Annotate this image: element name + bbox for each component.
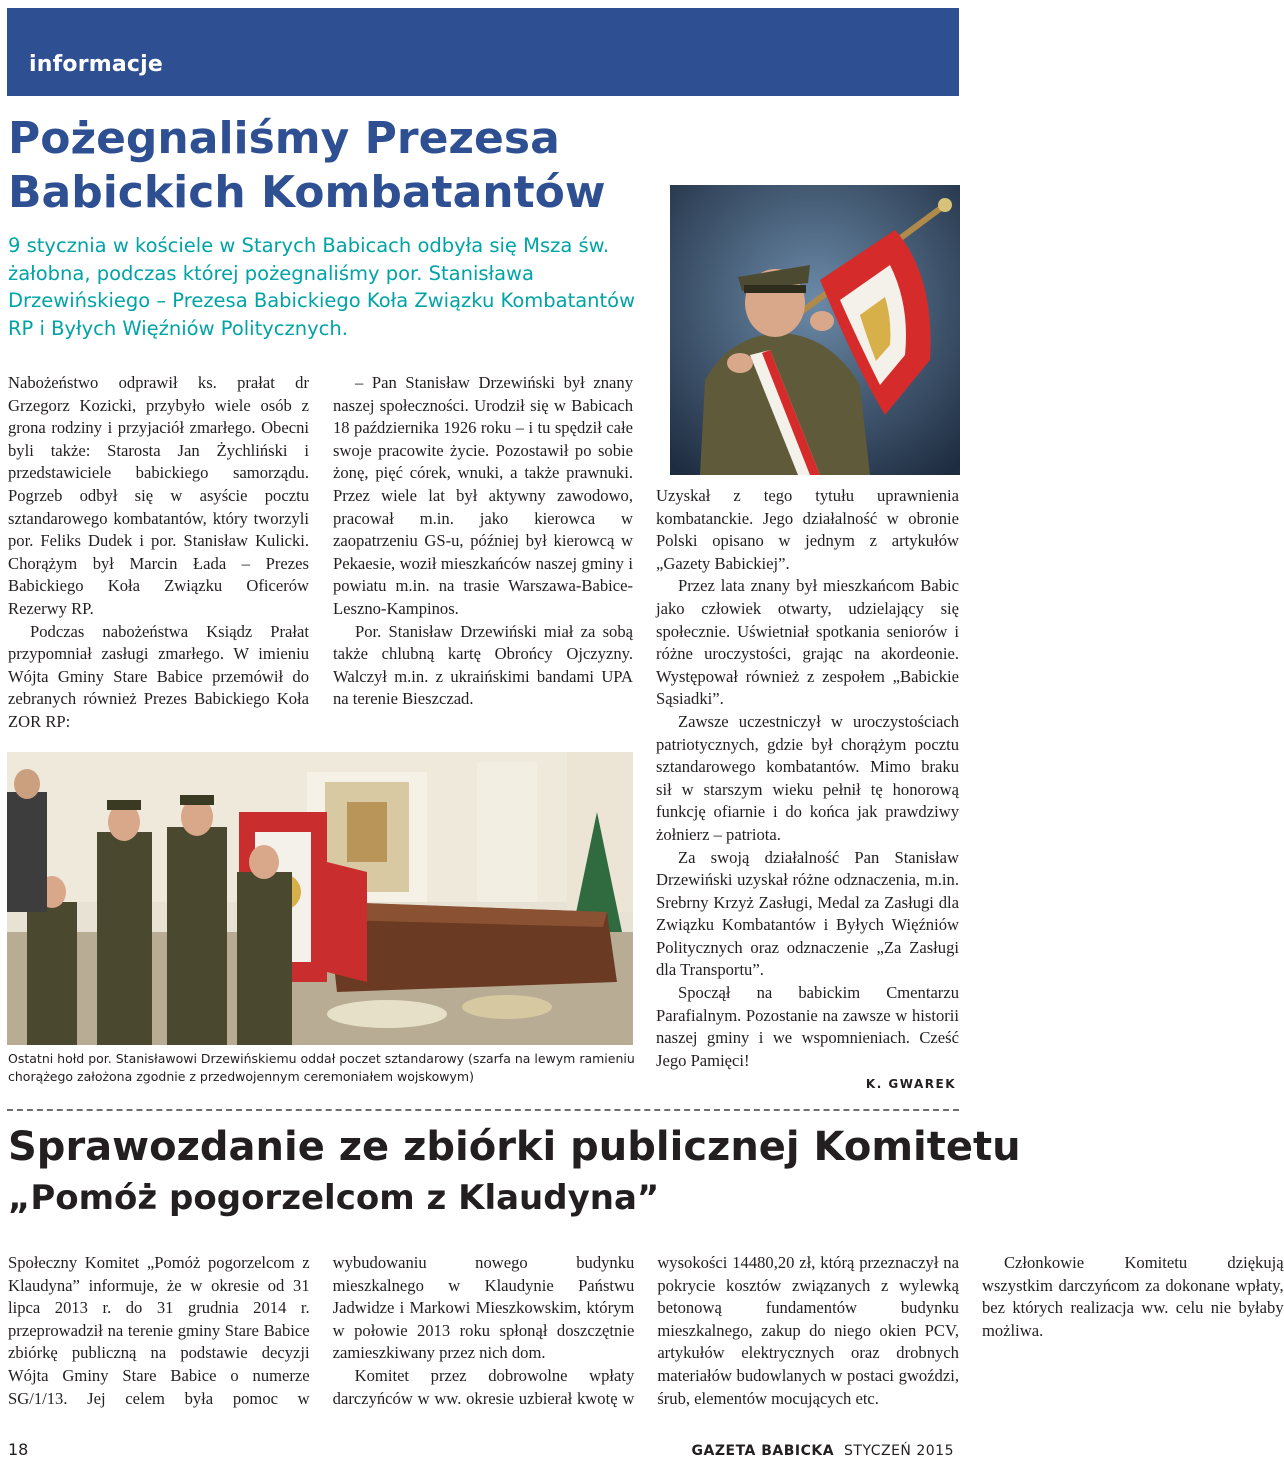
page-number: 18 bbox=[8, 1440, 29, 1459]
paragraph: Podczas nabożeństwa Ksiądz Prałat przypomniał zasługi zmarłego. W imieniu Wójta Gminy Stare Babice przemówił do zebranych również Prezes Babickiego Koła ZOR RP: bbox=[8, 621, 309, 731]
publication-name: GAZETA BABICKA bbox=[691, 1443, 835, 1459]
author-signature: K. GWAREK bbox=[865, 1077, 956, 1091]
paragraph: Nabożeństwo odprawił ks. prałat dr Grzegorz Kozicki, przybyło wiele osób z grona rodziny i przyjaciół zmarłego. Obecni byli także: Starosta Jan Żychliński i przedstawiciele babickiego samorządu. Pogrzeb odbył się w asyście pocztu sztandarowego kombatantów, który tworzyli por. Feliks Dudek i por. Stanisław Kulicki. Chorążym był Marcin Łada – Prezes Babickiego Koła Związku Oficerów Rezerwy RP. bbox=[8, 373, 309, 618]
portrait-photo bbox=[670, 185, 960, 475]
paragraph: Przez lata znany był mieszkańcom Babic jako człowiek otwarty, udzielający się społecznie. Uświetniał spotkania seniorów i różne uroczystości, grając na akordeonie. Występował również z zespołem „Babickie Sąsiadki”. bbox=[656, 576, 959, 709]
article2-title bbox=[8, 1122, 1021, 1172]
section-label: informacje bbox=[29, 52, 164, 77]
article2-title-rest: ze zbiórki publicznej Komitetu bbox=[324, 1124, 1021, 1170]
paragraph: Zawsze uczestniczył w uroczystościach patriotycznych, gdzie był chorążym pocztu sztandarowego kombatantów. Mimo braku sił w starszym wieku pełnił tę honorową funkcję ofiarnie i do końca jak prawdziwy żołnierz – patriota. bbox=[656, 711, 959, 844]
article-title bbox=[8, 112, 768, 220]
paragraph: Za swoją działalność Pan Stanisław Drzewiński uzyskał różne odznaczenia, m.in. Srebrny Krzyż Zasługi, Medal za Zasługi dla Związku Kombatantów i Byłych Więźniów Politycznych oraz odznaczenie „Za Zasługi dla Transportu”. bbox=[656, 847, 959, 980]
paragraph: Spoczął na babickim Cmentarzu Parafialnym. Pozostanie na zawsze w historii naszej gminy i we wspomnieniach. Cześć Jego Pamięci! bbox=[656, 983, 959, 1070]
article2-title-bold: Sprawozdanie bbox=[8, 1124, 325, 1170]
section-divider bbox=[7, 1109, 959, 1111]
article-column-2 bbox=[333, 372, 633, 711]
article-column-1 bbox=[8, 372, 309, 734]
portrait-photo-image bbox=[670, 185, 960, 475]
paragraph: Komitet przez dobrowolne wpłaty darczyńców w ww. okresie uzbierał kwotę w wysokości 14480,20 zł, którą przeznaczył na pokrycie kosztów związanych z wylewką betonową fundamentów budynku mieszkalnego, zakup do niego okien PCV, artykułów elektrycznych oraz drobnych materiałów budowlanych w postaci gwoździ, śrub, elementów mocujących etc. bbox=[332, 1253, 959, 1408]
article-title-bold: Pożegnaliśmy bbox=[8, 113, 350, 164]
ceremony-photo bbox=[7, 752, 633, 1045]
issue-date: STYCZEŃ 2015 bbox=[844, 1443, 954, 1459]
ceremony-photo-image bbox=[7, 752, 633, 1045]
article-column-3 bbox=[656, 485, 959, 1072]
paragraph: Uzyskał z tego tytułu uprawnienia kombatanckie. Jego działalność w obronie Polski opisano w jednym z artykułów „Gazety Babickiej”. bbox=[656, 486, 959, 573]
paragraph: Członkowie Komitetu dziękują wszystkim darczyńcom za dokonane wpłaty, bez których realizacja ww. celu nie byłaby możliwa. bbox=[981, 1253, 1284, 1340]
article-title-rest: Prezesa Babickich Kombatantów bbox=[8, 113, 606, 218]
paragraph: – Pan Stanisław Drzewiński był znany naszej społeczności. Urodził się w Babicach 18 października 1926 roku – i tu spędził całe swoje pracowite życie. Pozostawił po sobie żonę, pięć córek, wnuki, a także prawnuki. Przez wiele lat był aktywny zawodowo, pracował m.in. jako kierowca w zaopatrzeniu GS-u, później był kierowcą w Pekaesie, woził mieszkańców naszej gminy i powiatu m.in. na trasie Warszawa-Babice-Leszno-Kampinos. bbox=[333, 373, 633, 618]
paragraph: Por. Stanisław Drzewiński miał za sobą także chlubną kartę Obrońcy Ojczyzny. Walczył m.in. z ukraińskimi bandami UPA na terenie Bieszczad. bbox=[333, 621, 633, 709]
photo-caption: Ostatni hołd por. Stanisławowi Drzewińskiemu oddał poczet sztandarowy (szarfa na lewym ramieniu chorążego założona zgodnie z przedwojennym ceremoniałem wojskowym) bbox=[8, 1051, 635, 1084]
paragraph: Społeczny Komitet „Pomóż pogorzelcom z Klaudyna” informuje, że w okresie od 31 lipca 2013 r. do 31 grudnia 2014 r. przeprowadził na terenie gminy Stare Babice zbiórkę publiczną na podstawie decyzji Wójta Gminy Stare Babice o numerze SG/1/13. Jej celem była pomoc w wybudowaniu nowego budynku mieszkalnego w Klaudynie Państwu Jadwidze i Markowi Mieszkowskim, którym w połowie 2013 roku spłonął doszczętnie zamieszkiwany przez nich dom. bbox=[8, 1253, 635, 1408]
article-lead: 9 stycznia w kościele w Starych Babicach odbyła się Msza św. żałobna, podczas której pożegnaliśmy por. Stanisława Drzewińskiego – Prezesa Babickiego Koła Związku Kombatantów RP i Byłych Więźniów Politycznych. bbox=[8, 234, 636, 340]
publication-footer bbox=[692, 1443, 954, 1459]
article2-subtitle: „Pomóż pogorzelcom z Klaudyna” bbox=[8, 1178, 660, 1218]
article2-body bbox=[8, 1252, 1284, 1432]
section-header-bar bbox=[7, 8, 959, 96]
